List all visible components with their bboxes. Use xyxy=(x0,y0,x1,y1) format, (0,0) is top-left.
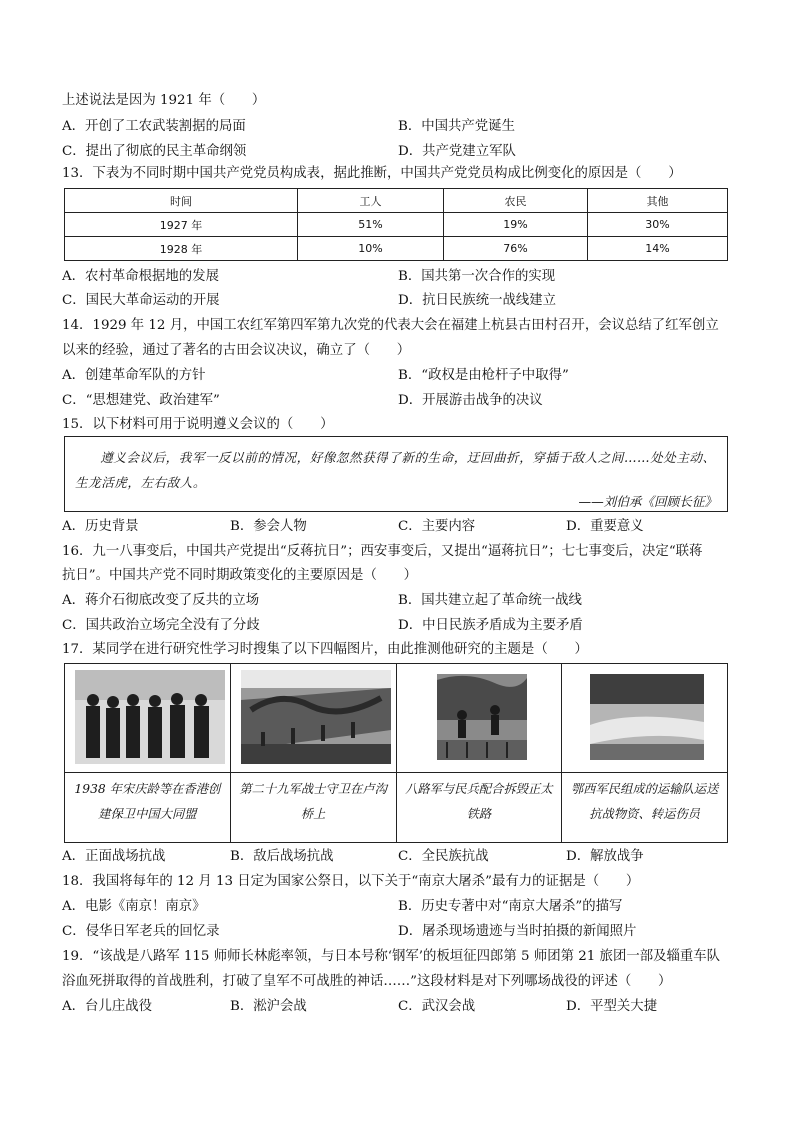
q18-option-c[interactable]: C．侵华日军老兵的回忆录 xyxy=(62,924,220,939)
photo-cell-1 xyxy=(65,664,231,842)
table-header-row xyxy=(65,189,728,213)
q15-material-text: 遵义会议后，我军一反以前的情况，好像忽然获得了新的生命，迂回曲折，穿插于敌人之间……处处主动、生龙活虎，左右敌人。 xyxy=(75,450,716,490)
q13-option-d[interactable]: D．抗日民族统一战线建立 xyxy=(398,293,557,308)
q19-option-b[interactable]: B．淞沪会战 xyxy=(230,999,307,1014)
q14-option-d[interactable]: D．开展游击战争的决议 xyxy=(398,393,543,408)
q14-option-a[interactable]: A．创建革命军队的方针 xyxy=(62,368,206,383)
photo-cell-4 xyxy=(562,664,727,842)
q19-option-d[interactable]: D．平型关大捷 xyxy=(566,999,658,1014)
q15-material-source: ——刘伯承《回顾长征》 xyxy=(578,494,717,509)
q19-option-c[interactable]: C．武汉会战 xyxy=(398,999,476,1014)
group-photo-image xyxy=(75,670,225,764)
q16-stem-line1: 16．九一八事变后，中国共产党提出“反蒋抗日”；西安事变后，又提出“逼蒋抗日”；七七事变后，决定“联蒋 xyxy=(62,544,703,559)
photo-cell-3 xyxy=(397,664,563,842)
q13-table xyxy=(64,188,728,261)
table-row xyxy=(65,213,728,237)
table-cell: 76% xyxy=(444,237,588,261)
q17-photo-grid xyxy=(64,663,728,843)
q15-stem: 15．以下材料可用于说明遵义会议的（ ） xyxy=(62,417,334,432)
q15-option-c[interactable]: C．主要内容 xyxy=(398,519,476,534)
table-header-cell: 工人 xyxy=(298,189,444,213)
q16-option-a[interactable]: A．蒋介石彻底改变了反共的立场 xyxy=(62,593,260,608)
marco-polo-bridge-image xyxy=(241,670,391,764)
q13-option-c[interactable]: C．国民大革命运动的开展 xyxy=(62,293,220,308)
q13-option-b[interactable]: B．国共第一次合作的实现 xyxy=(398,269,556,284)
q18-option-a[interactable]: A．电影《南京！南京》 xyxy=(62,899,206,914)
table-cell: 14% xyxy=(588,237,728,261)
transport-team-image xyxy=(572,670,722,764)
q19-option-a[interactable]: A．台儿庄战役 xyxy=(62,999,153,1014)
table-header-cell: 时间 xyxy=(65,189,298,213)
q16-option-c[interactable]: C．国共政治立场完全没有了分歧 xyxy=(62,618,260,633)
table-header-cell: 农民 xyxy=(444,189,588,213)
intro-line: 上述说法是因为 1921 年（ ） xyxy=(62,93,266,108)
q19-stem-line1: 19．“该战是八路军 115 师师长林彪率领，与日本号称‘钢军’的板垣征四郎第 5 师团第 21 旅团一部及辎重车队 xyxy=(62,949,721,964)
q14-option-c[interactable]: C．“思想建党、政治建军” xyxy=(62,393,220,408)
q19-stem-line2: 浴血死拼取得的首战胜利，打破了皇军不可战胜的神话……”这段材料是对下列哪场战役的评述（ ） xyxy=(62,974,672,989)
q12-option-a[interactable]: A．开创了工农武装割据的局面 xyxy=(62,119,246,134)
table-cell: 19% xyxy=(444,213,588,237)
q17-option-c[interactable]: C．全民族抗战 xyxy=(398,849,489,864)
q14-stem-line2: 以来的经验，通过了著名的古田会议决议，确立了（ ） xyxy=(62,343,411,358)
q12-option-b[interactable]: B．中国共产党诞生 xyxy=(398,119,515,134)
q13-option-a[interactable]: A．农村革命根据地的发展 xyxy=(62,269,219,284)
q18-option-b[interactable]: B．历史专著中对“南京大屠杀”的描写 xyxy=(398,899,623,914)
q17-option-d[interactable]: D．解放战争 xyxy=(566,849,644,864)
q12-option-c[interactable]: C．提出了彻底的民主革命纲领 xyxy=(62,144,247,159)
q18-option-d[interactable]: D．屠杀现场遗迹与当时拍摄的新闻照片 xyxy=(398,924,637,939)
railway-sabotage-image xyxy=(407,670,557,764)
photo-caption-2: 第二十九军战士守卫在卢沟桥上 xyxy=(231,772,396,827)
table-row xyxy=(65,237,728,261)
table-header-cell: 其他 xyxy=(588,189,728,213)
photo-caption-3: 八路军与民兵配合拆毁正太铁路 xyxy=(397,772,562,827)
q14-option-b[interactable]: B．“政权是由枪杆子中取得” xyxy=(398,368,569,383)
q15-option-a[interactable]: A．历史背景 xyxy=(62,519,139,534)
photo-cell-2 xyxy=(231,664,397,842)
photo-caption-1: 1938 年宋庆龄等在香港创建保卫中国大同盟 xyxy=(65,772,230,827)
q18-stem: 18．我国将每年的 12 月 13 日定为国家公祭日，以下关于“南京大屠杀”最有力的证据是（ ） xyxy=(62,874,640,889)
photo-caption-4: 鄂西军民组成的运输队运送抗战物资、转运伤员 xyxy=(562,772,727,827)
q16-stem-line2: 抗日”。中国共产党不同时期政策变化的主要原因是（ ） xyxy=(62,568,417,583)
q15-option-d[interactable]: D．重要意义 xyxy=(566,519,644,534)
table-cell: 30% xyxy=(588,213,728,237)
q12-option-d[interactable]: D．共产党建立军队 xyxy=(398,144,516,159)
table-cell: 10% xyxy=(298,237,444,261)
table-cell: 1928 年 xyxy=(65,237,298,261)
table-cell: 51% xyxy=(298,213,444,237)
q17-stem: 17．某同学在进行研究性学习时搜集了以下四幅图片，由此推测他研究的主题是（ ） xyxy=(62,642,588,657)
q17-option-b[interactable]: B．敌后战场抗战 xyxy=(230,849,334,864)
q17-option-a[interactable]: A．正面战场抗战 xyxy=(62,849,166,864)
q15-option-b[interactable]: B．参会人物 xyxy=(230,519,307,534)
table-cell: 1927 年 xyxy=(65,213,298,237)
q13-stem: 13．下表为不同时期中国共产党党员构成表，据此推断，中国共产党党员构成比例变化的原因是（ ） xyxy=(62,166,682,181)
q16-option-d[interactable]: D．中日民族矛盾成为主要矛盾 xyxy=(398,618,583,633)
q15-material-box xyxy=(64,436,728,512)
q14-stem-line1: 14．1929 年 12 月，中国工农红军第四军第九次党的代表大会在福建上杭县古田村召开，会议总结了红军创立 xyxy=(62,318,719,333)
q16-option-b[interactable]: B．国共建立起了革命统一战线 xyxy=(398,593,582,608)
